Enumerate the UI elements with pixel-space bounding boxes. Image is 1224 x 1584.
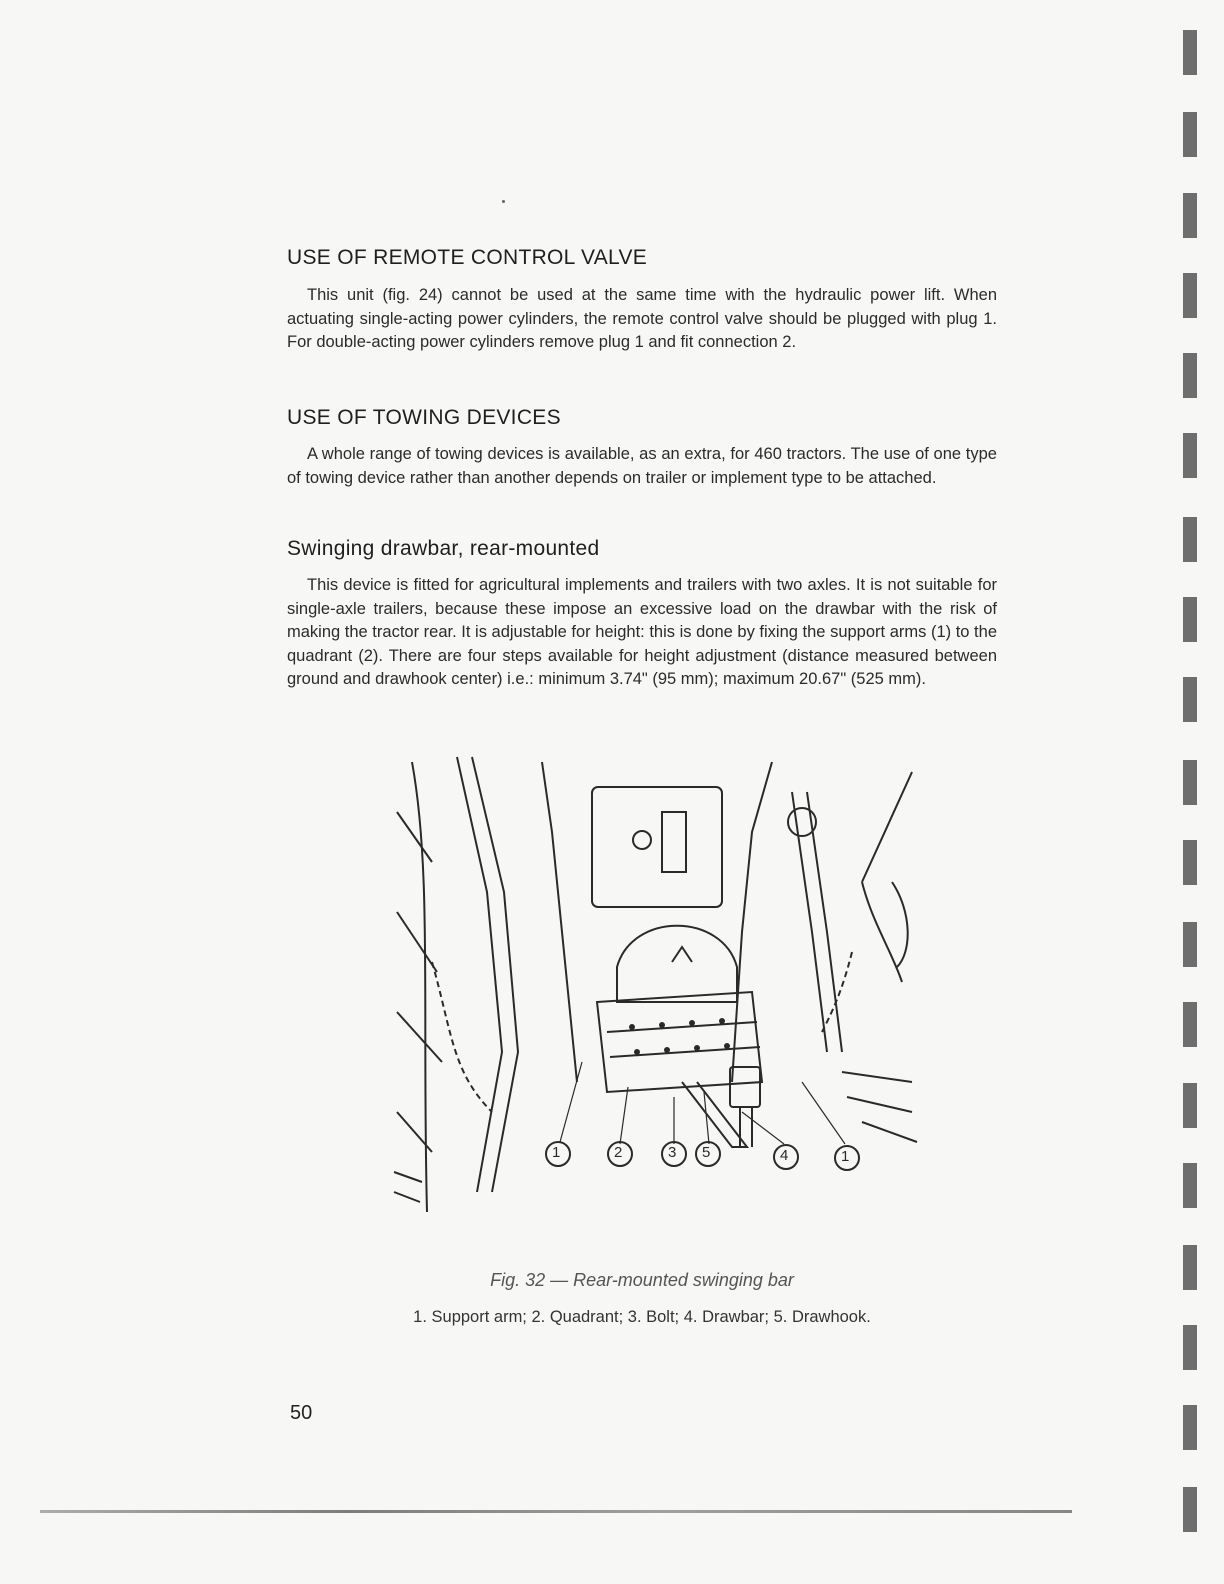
figure-legend: 1. Support arm; 2. Quadrant; 3. Bolt; 4. Drawbar; 5. Drawhook. [413, 1308, 871, 1326]
heading-towing-devices: USE OF TOWING DEVICES [287, 406, 561, 429]
paragraph-towing-devices: A whole range of towing devices is available, as an extra, for 460 tractors. The use of one type of towing device rather than another depends on trailer or implement type to be attached. [287, 445, 997, 487]
figure-caption: Fig. 32 — Rear-mounted swinging bar [490, 1270, 794, 1290]
callout-1-right: 1 [841, 1148, 850, 1165]
page-number: 50 [290, 1402, 313, 1424]
heading-swinging-drawbar: Swinging drawbar, rear-mounted [287, 537, 600, 560]
callout-2: 2 [614, 1144, 623, 1161]
callout-1-left: 1 [552, 1144, 561, 1161]
paragraph-swinging-drawbar: This device is fitted for agricultural implements and trailers with two axles. It is not suitable for single-axle trailers, because these impose an excessive load on the drawbar with the risk of making the tractor rear. It is adjustable for height: this is done by fixing the support arms (1) to the quadrant (2). There are four steps available for height adjustment (distance measured between ground and drawhook center) i.e.: minimum 3.74" (95 mm); maximum 20.67" (525 mm). [287, 576, 997, 688]
paragraph-remote-control-valve: This unit (fig. 24) cannot be used at the same time with the hydraulic power lift. When actuating single-acting power cylinders, the remote control valve should be plugged with plug 1. For double-acting power cylinders remove plug 1 and fit connection 2. [287, 286, 997, 351]
scan-speck [502, 200, 505, 203]
heading-remote-control-valve: USE OF REMOTE CONTROL VALVE [287, 246, 648, 269]
callout-3: 3 [668, 1144, 677, 1161]
drawbar-illustration [392, 752, 922, 1222]
scan-bottom-rule [40, 1510, 1072, 1513]
callout-4: 4 [780, 1147, 789, 1164]
callout-5: 5 [702, 1144, 711, 1161]
